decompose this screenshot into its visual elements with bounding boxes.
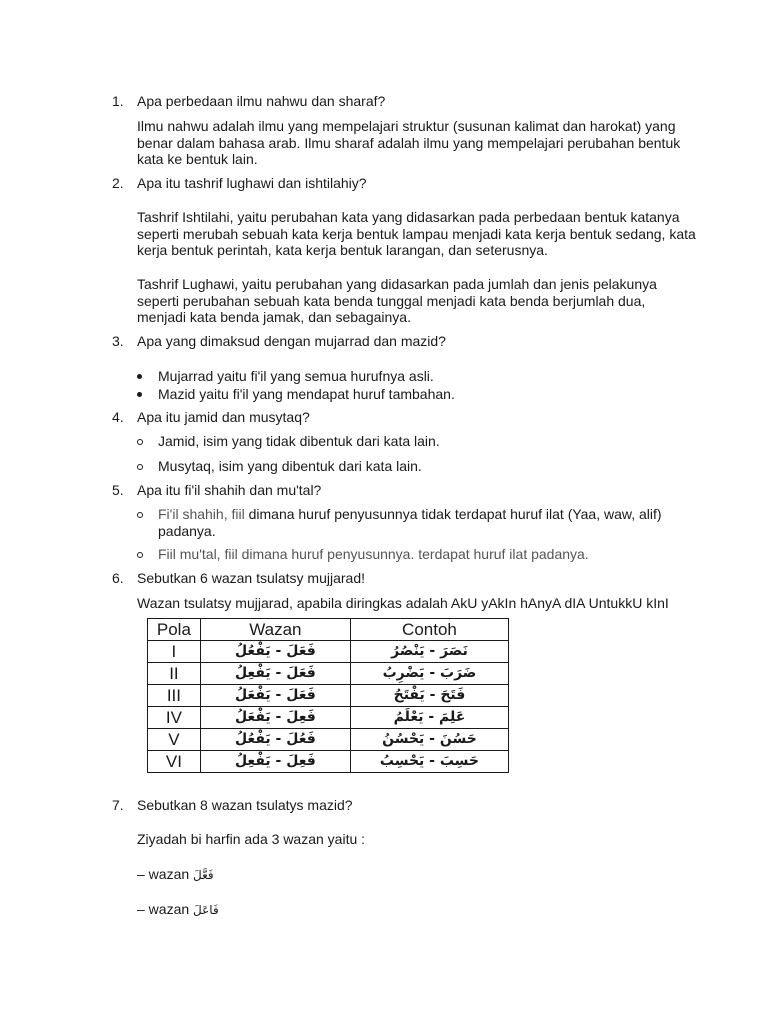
answer-1: Ilmu nahwu adalah ilmu yang mempelajari struktur (susunan kalimat dan harokat) yang benar dalam bahasa arab. Ilmu sharaf adalah ilmu yang mempelajari perubahan bentuk kata ke bentuk lain. [137,118,681,167]
cell-wazan: فَعُلَ - يَفْعُلُ [200,729,350,751]
table-row [148,685,509,707]
question-number: 4. [112,409,124,425]
cell-wazan: فَعِلَ - يَفْعَلُ [200,707,350,729]
bullet-dot-icon [137,386,153,403]
cell-pola: I [148,641,201,663]
question-number: 7. [112,797,124,813]
cell-contoh: عَلِمَ - يَعْلَمُ [350,707,508,729]
question-number: 5. [112,482,124,498]
cell-wazan: فَعِلَ - يَفْعِلُ [200,751,350,773]
header-wazan: Wazan [200,619,350,641]
answer-2-lughawi: Tashrif Lughawi, yaitu perubahan yang didasarkan pada jumlah dan jenis pelakunya seperti perubahan sebuah kata benda tunggal menjadi kata benda berjumlah dua, menjadi kata benda jamak, dan sebagainya. [137,276,657,325]
question-number: 1. [112,93,124,109]
cell-wazan: فَعَلَ - يَفْعُلُ [200,641,350,663]
question-text: Apa itu jamid dan musytaq? [137,409,310,425]
header-pola: Pola [148,619,201,641]
answer-7-intro: Ziyadah bi harfin ada 3 wazan yaitu : [137,831,366,847]
cell-pola: V [148,729,201,751]
cell-contoh: ضَرَبَ - يَضْرِبُ [350,663,508,685]
question-text: Apa yang dimaksud dengan mujarrad dan mazid? [137,333,446,349]
answer-6: Wazan tsulatsy mujjarad, apabila diringkas adalah AkU yAkIn hAnyA dIA UntukkU kInI [137,595,669,611]
question-text: Apa itu fi'il shahih dan mu'tal? [137,482,322,498]
table-row [148,751,509,773]
wazan-line: – wazan فَاعَلَ [137,901,219,917]
table-header-row [148,619,509,641]
bullet-circle-icon [137,458,153,476]
question-text: Sebutkan 8 wazan tsulatys mazid? [137,797,353,813]
bullet-circle-icon [137,433,153,451]
cell-contoh: نَصَرَ - يَنْصُرُ [350,641,508,663]
cell-pola: IV [148,707,201,729]
question-number: 3. [112,333,124,349]
cell-wazan: فَعَلَ - يَفْعَلُ [200,685,350,707]
bullet-circle-icon [137,546,153,564]
cell-wazan: فَعَلَ - يَفْعِلُ [200,663,350,685]
wazan-table [147,618,509,773]
question-text: Sebutkan 6 wazan tsulatsy mujjarad! [137,570,366,586]
table-row [148,641,509,663]
question-text: Apa perbedaan ilmu nahwu dan sharaf? [137,93,386,109]
question-number: 2. [112,175,124,191]
answer-2-ishtilahi: Tashrif Ishtilahi, yaitu perubahan kata yang didasarkan pada perbedaan bentuk katanya seperti merubah sebuah kata kerja bentuk lampau menjadi kata kerja bentuk sedang, kata kerja bentuk perintah, kata kerja bentuk larangan, dan seterusnya. [137,209,696,258]
wazan-line: – wazan فَعَّلَ [137,866,214,882]
cell-contoh: حَسُنَ - يَحْسُنُ [350,729,508,751]
cell-pola: VI [148,751,201,773]
header-contoh: Contoh [350,619,508,641]
document-page: 1. Apa perbedaan ilmu nahwu dan sharaf? Ilmu nahwu adalah ilmu yang mempelajari struktur (susunan kalimat dan harokat) yang benar dalam bahasa arab. Ilmu sharaf adalah ilmu yang mempelajari perubahan bentuk kata ke bentuk lain. 2. Apa itu tashrif lughawi dan ishtilahiy? Tashrif Ishtilahi, yaitu perubahan kata yang didasarkan pada perbedaan bentuk katanya seperti merubah sebuah kata kerja bentuk lampau menjadi kata kerja bentuk sedang, kata kerja bentuk perintah, kata kerja bentuk larangan, dan seterusnya. Tashrif Lughawi, yaitu perubahan yang didasarkan pada jumlah dan jenis pelakunya seperti perubahan sebuah kata benda tunggal menjadi kata benda berjumlah dua, menjadi kata benda jamak, dan sebagainya. 3. Apa yang dimaksud dengan mujarrad dan mazid? Mujarrad yaitu fi'il yang semua hurufnya asli. Mazid yaitu fi'il yang mendapat huruf tambahan. 4. Apa itu jamid dan musytaq? Jamid, isim yang tidak dibentuk dari kata lain. Musytaq, isim yang dibentuk dari kata lain. 5. Apa itu fi'il shahih dan mu'tal? Fi'il shahih, fiil dimana huruf penyusunnya tidak terdapat huruf ilat (Yaa, waw, alif) padanya. Fiil mu'tal, fiil dimana huruf penyusunnya. terdapat huruf ilat padanya. 6. Sebutkan 6 wazan tsulatsy mujjarad! Wazan tsulatsy mujjarad, apabila diringkas adalah AkU yAkIn hAnyA dIA UntukkU kInI Pola Wazan Contoh I فَعَلَ - يَفْعُلُ نَصَرَ - يَنْصُرُ II فَعَلَ - يَفْعِلُ ضَرَبَ - يَضْرِبُ III فَعَلَ - يَفْعَلُ فَتَحَ - يَفْتَحُ IV فَعِلَ - يَفْعَلُ عَلِمَ - يَعْلَمُ V فَعُلَ - يَفْعُلُ حَسُنَ - يَحْسُنُ VI فَعِلَ - يَفْعِلُ حَسِبَ - يَحْسِبُ 7. Sebutkan 8 wazan tsulatys mazid? Ziyadah bi harfin ada 3 wazan yaitu : – wazan فَعَّلَ – wazan فَاعَلَ [112,93,696,917]
table-row [148,663,509,685]
bullet-dot-icon [137,368,153,385]
bullet-circle-icon [137,506,153,524]
table-row [148,707,509,729]
question-text: Apa itu tashrif lughawi dan ishtilahiy? [137,175,367,191]
cell-contoh: فَتَحَ - يَفْتَحُ [350,685,508,707]
question-number: 6. [112,570,124,586]
cell-pola: II [148,663,201,685]
cell-pola: III [148,685,201,707]
table-row [148,729,509,751]
cell-contoh: حَسِبَ - يَحْسِبُ [350,751,508,773]
